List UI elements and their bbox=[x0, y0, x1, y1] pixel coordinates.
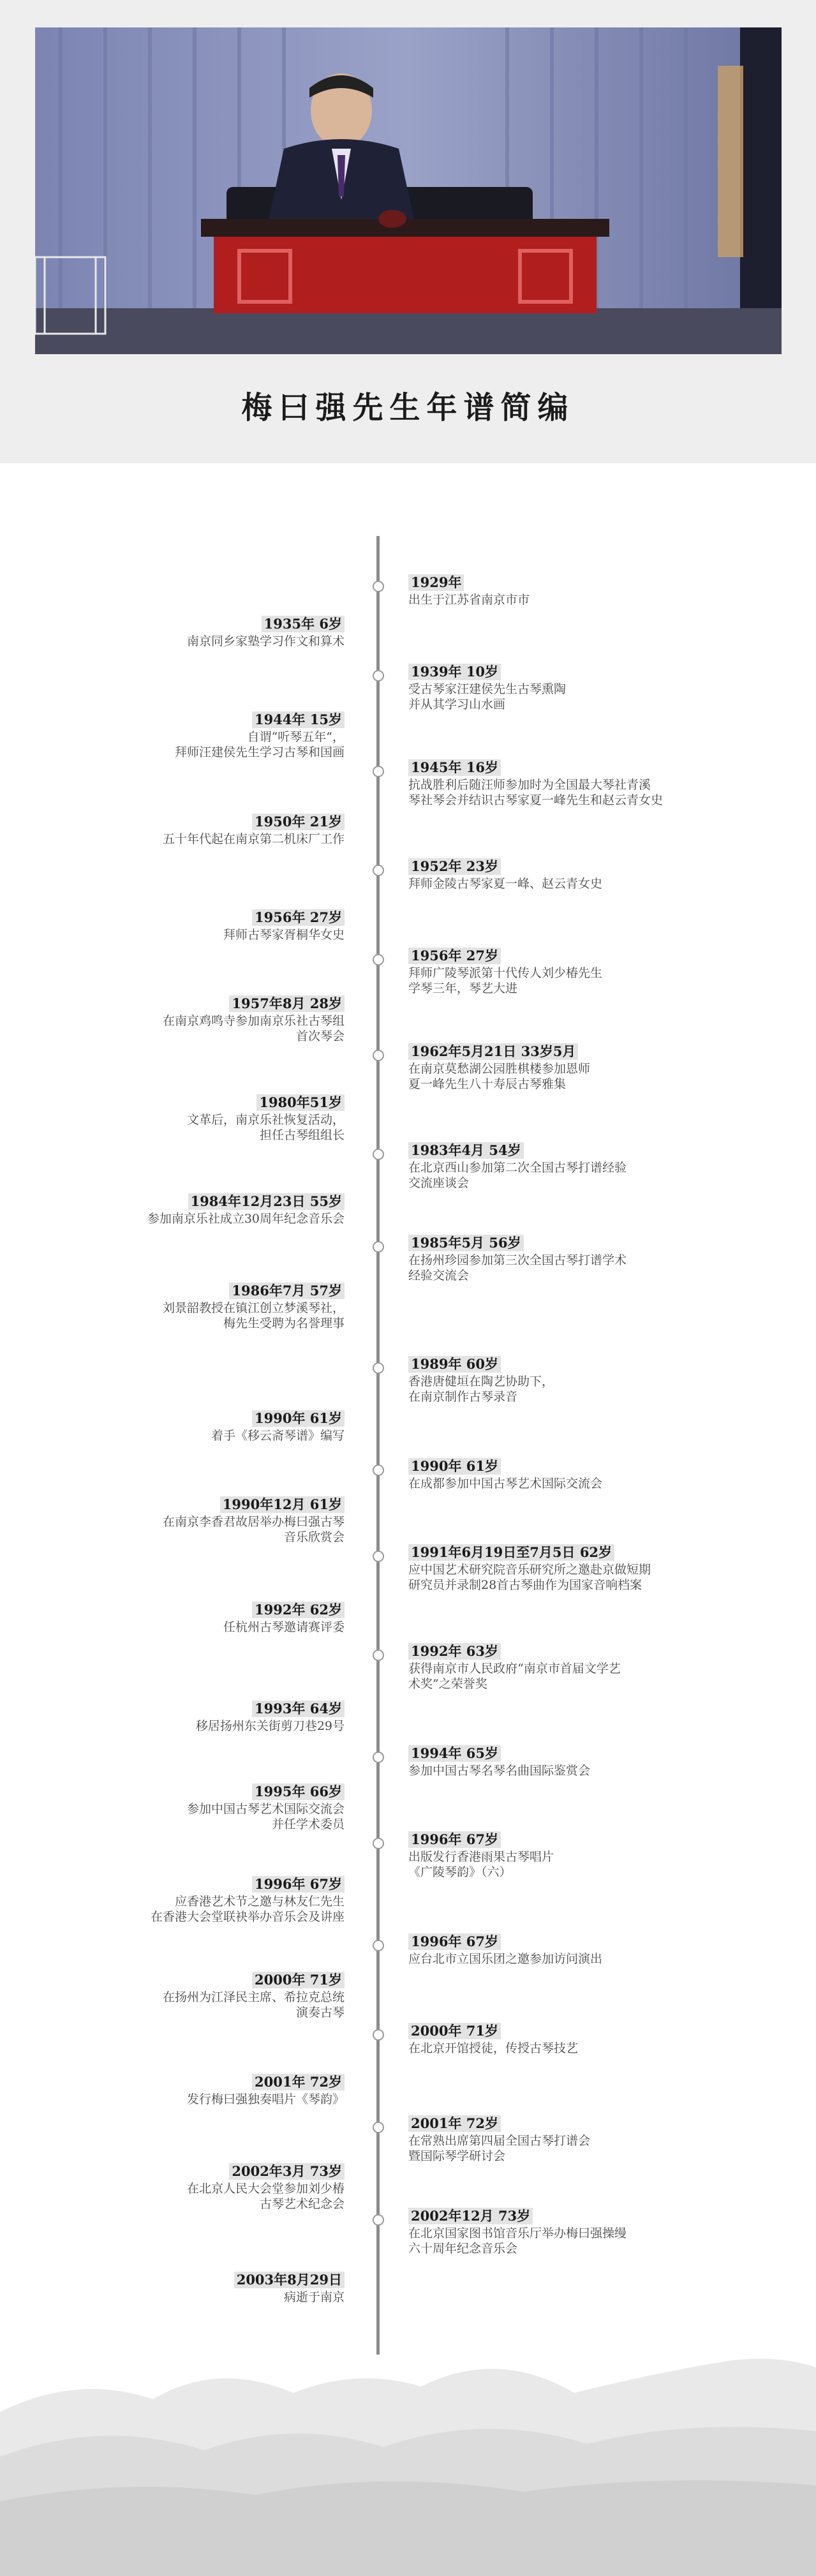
timeline-description: 在成都参加中国古琴艺术国际交流会 bbox=[408, 1477, 603, 1491]
timeline-year: 1995年 66岁 bbox=[252, 1783, 345, 1800]
timeline-description: 出生于江苏省南京市市 bbox=[408, 593, 530, 607]
timeline-description: 自谓“听琴五年”， 拜师汪建侯先生学习古琴和国画 bbox=[174, 730, 345, 759]
timeline-year: 1993年 64岁 bbox=[252, 1701, 345, 1717]
timeline-description: 抗战胜利后随汪师参加时为全国最大琴社青溪 琴社琴会并结识古琴家夏一峰先生和赵云青女史 bbox=[408, 778, 664, 807]
timeline-entry bbox=[45, 2074, 345, 2107]
timeline-description: 在南京鸡鸣寺参加南京乐社古琴组 首次琴会 bbox=[162, 1014, 345, 1043]
timeline-description: 在北京开馆授徒，传授古琴技艺 bbox=[408, 2041, 579, 2055]
timeline-description: 拜师广陵琴派第十代传人刘少椿先生 学琴三年，琴艺大进 bbox=[408, 966, 603, 995]
timeline-year: 1986年7月 57岁 bbox=[229, 1283, 345, 1299]
timeline-description: 在南京李香君故居举办梅曰强古琴 音乐欣赏会 bbox=[162, 1515, 345, 1544]
timeline-dot bbox=[373, 1649, 384, 1661]
timeline-description: 拜师金陵古琴家夏一峰、赵云青女史 bbox=[408, 877, 603, 891]
timeline-year: 1929年 bbox=[408, 574, 464, 591]
timeline-entry bbox=[408, 948, 740, 996]
timeline-description: 移居扬州东关街剪刀巷29号 bbox=[195, 1719, 345, 1733]
timeline-description: 发行梅曰强独奏唱片《琴韵》 bbox=[186, 2092, 345, 2106]
timeline-year: 1992年 63岁 bbox=[408, 1643, 501, 1660]
timeline-entry bbox=[408, 1458, 740, 1491]
timeline-entry bbox=[408, 1831, 740, 1880]
timeline-dot bbox=[373, 1050, 384, 1061]
portrait-photo bbox=[35, 27, 782, 354]
timeline-year: 2000年 71岁 bbox=[252, 1972, 345, 1988]
timeline-entry bbox=[408, 1544, 740, 1593]
timeline-year: 1990年 61岁 bbox=[408, 1458, 501, 1475]
timeline-year: 1991年6月19日至7月5日 62岁 bbox=[408, 1544, 614, 1561]
mountain-decoration bbox=[0, 2323, 816, 2576]
timeline-description: 刘景韶教授在镇江创立梦溪琴社， 梅先生受聘为名誉理事 bbox=[162, 1301, 345, 1330]
timeline-year: 1956年 27岁 bbox=[408, 948, 501, 964]
header bbox=[0, 0, 816, 463]
timeline-description: 在扬州为江泽民主席、希拉克总统 演奏古琴 bbox=[162, 1990, 345, 2020]
timeline-entry bbox=[45, 909, 345, 942]
timeline-year: 2001年 72岁 bbox=[408, 2115, 501, 2132]
timeline-description: 出版发行香港雨果古琴唱片 《广陵琴韵》（六） bbox=[408, 1850, 554, 1879]
timeline-entry bbox=[45, 1193, 345, 1226]
timeline-description: 南京同乡家塾学习作文和算术 bbox=[186, 634, 345, 648]
timeline-year: 2003年8月29日 bbox=[234, 2272, 345, 2288]
timeline-description: 获得南京市人民政府“南京市首届文学艺 术奖”之荣誉奖 bbox=[408, 1662, 621, 1691]
timeline-year: 1983年4月 54岁 bbox=[408, 1142, 524, 1159]
timeline-year: 1956年 27岁 bbox=[252, 909, 345, 926]
timeline-year: 1990年12月 61岁 bbox=[220, 1496, 345, 1513]
timeline-year: 2002年3月 73岁 bbox=[229, 2163, 345, 2180]
timeline-description: 受古琴家汪建侯先生古琴熏陶 并从其学习山水画 bbox=[408, 682, 567, 711]
timeline-dot bbox=[373, 1838, 384, 1849]
timeline-description: 病逝于南京 bbox=[283, 2290, 345, 2304]
timeline-year: 1989年 60岁 bbox=[408, 1356, 501, 1373]
timeline-dot bbox=[373, 1551, 384, 1562]
timeline-entry bbox=[45, 2272, 345, 2305]
timeline-description: 任杭州古琴邀请赛评委 bbox=[223, 1620, 345, 1634]
timeline-year: 1992年 62岁 bbox=[252, 1602, 345, 1618]
timeline-year: 1984年12月23日 55岁 bbox=[188, 1193, 345, 1210]
timeline-description: 五十年代起在南京第二机床厂工作 bbox=[162, 832, 345, 846]
timeline-dot bbox=[373, 1940, 384, 1951]
timeline-dot bbox=[373, 1149, 384, 1160]
timeline-year: 1996年 67岁 bbox=[252, 1876, 345, 1893]
timeline-year: 1985年5月 56岁 bbox=[408, 1235, 524, 1251]
timeline-entry bbox=[45, 1283, 345, 1331]
timeline-entry bbox=[45, 616, 345, 649]
timeline-description: 参加南京乐社成立30周年纪念音乐会 bbox=[147, 1212, 345, 1226]
timeline-dot bbox=[373, 1362, 384, 1374]
timeline-year: 1944年 15岁 bbox=[252, 711, 345, 728]
timeline-dot bbox=[373, 766, 384, 777]
timeline-year: 1939年 10岁 bbox=[408, 664, 501, 680]
timeline-year: 2001年 72岁 bbox=[252, 2074, 345, 2090]
timeline-year: 2000年 71岁 bbox=[408, 2023, 501, 2039]
timeline-dot bbox=[373, 2214, 384, 2226]
timeline-description: 在北京西山参加第二次全国古琴打谱经验 交流座谈会 bbox=[408, 1161, 627, 1190]
timeline-entry bbox=[408, 1643, 740, 1692]
timeline-entry bbox=[408, 759, 740, 808]
timeline-dot bbox=[373, 1464, 384, 1476]
timeline-description: 拜师古琴家胥桐华女史 bbox=[223, 928, 345, 942]
timeline-dot bbox=[373, 1752, 384, 1763]
timeline-entry bbox=[408, 664, 740, 712]
timeline-entry bbox=[408, 1043, 740, 1092]
timeline-entry bbox=[408, 2115, 740, 2164]
timeline-entry bbox=[408, 1142, 740, 1191]
timeline-dot bbox=[373, 954, 384, 965]
timeline-description: 参加中国古琴名琴名曲国际鉴赏会 bbox=[408, 1764, 591, 1778]
timeline-entry bbox=[408, 858, 740, 891]
timeline-description: 在常熟出席第四届全国古琴打谱会 暨国际琴学研讨会 bbox=[408, 2134, 591, 2163]
timeline-entry bbox=[45, 1602, 345, 1635]
timeline-description: 应台北市立国乐团之邀参加访问演出 bbox=[408, 1952, 603, 1966]
timeline-description: 参加中国古琴艺术国际交流会 并任学术委员 bbox=[186, 1802, 345, 1831]
timeline-description: 在北京人民大会堂参加刘少椿 古琴艺术纪念会 bbox=[186, 2182, 345, 2211]
timeline-entry bbox=[45, 1972, 345, 2020]
timeline-year: 1952年 23岁 bbox=[408, 858, 501, 875]
timeline-entry bbox=[45, 1876, 345, 1925]
timeline-dot bbox=[373, 581, 384, 592]
timeline-description: 文革后，南京乐社恢复活动， 担任古琴组组长 bbox=[186, 1113, 345, 1142]
timeline-entry bbox=[408, 574, 740, 607]
timeline-entry bbox=[45, 1410, 345, 1443]
timeline-entry bbox=[45, 995, 345, 1044]
timeline-entry bbox=[45, 2163, 345, 2212]
timeline-description: 着手《移云斋琴谱》编写 bbox=[211, 1429, 345, 1443]
timeline-year: 1945年 16岁 bbox=[408, 759, 501, 776]
timeline-entry bbox=[45, 1701, 345, 1734]
timeline-entry bbox=[408, 1745, 740, 1778]
timeline-dot bbox=[373, 1241, 384, 1253]
timeline-year: 1996年 67岁 bbox=[408, 1831, 501, 1848]
page-title: 梅曰强先生年谱简编 bbox=[241, 390, 575, 426]
timeline-entry bbox=[45, 1783, 345, 1832]
timeline-year: 1980年51岁 bbox=[256, 1094, 345, 1111]
timeline-dot bbox=[373, 865, 384, 876]
timeline-year: 1994年 65岁 bbox=[408, 1745, 501, 1762]
timeline-dot bbox=[373, 670, 384, 681]
timeline-entry bbox=[45, 814, 345, 847]
timeline-year: 1935年 6岁 bbox=[262, 616, 345, 632]
timeline-description: 应中国艺术研究院音乐研究所之邀赴京做短期 研究员并录制28首古琴曲作为国家音响档案 bbox=[408, 1563, 651, 1592]
timeline-dot bbox=[373, 2029, 384, 2041]
timeline-year: 1962年5月21日 33岁5月 bbox=[408, 1043, 578, 1060]
timeline-description: 在扬州珍园参加第三次全国古琴打谱学术 经验交流会 bbox=[408, 1253, 627, 1283]
timeline-description: 在北京国家图书馆音乐厅举办梅曰强操缦 六十周年纪念音乐会 bbox=[408, 2226, 627, 2256]
timeline-entry bbox=[408, 1356, 740, 1404]
timeline-description: 在南京莫愁湖公园胜棋楼参加恩师 夏一峰先生八十寿辰古琴雅集 bbox=[408, 1062, 591, 1091]
timeline-entry bbox=[408, 2208, 740, 2256]
timeline-entry bbox=[45, 711, 345, 760]
timeline-entry bbox=[408, 2023, 740, 2056]
timeline-year: 1950年 21岁 bbox=[252, 814, 345, 830]
timeline-entry bbox=[408, 1933, 740, 1967]
timeline-dot bbox=[373, 2122, 384, 2133]
timeline-description: 应香港艺术节之邀与林友仁先生 在香港大会堂联袂举办音乐会及讲座 bbox=[150, 1895, 345, 1924]
timeline-entry bbox=[408, 1235, 740, 1283]
timeline-entry bbox=[45, 1496, 345, 1545]
timeline-entry bbox=[45, 1094, 345, 1143]
timeline-description: 香港唐健垣在陶艺协助下， 在南京制作古琴录音 bbox=[408, 1374, 554, 1404]
timeline-year: 1990年 61岁 bbox=[252, 1410, 345, 1427]
timeline-year: 2002年12月 73岁 bbox=[408, 2208, 533, 2224]
timeline-year: 1996年 67岁 bbox=[408, 1933, 501, 1950]
timeline-year: 1957年8月 28岁 bbox=[229, 995, 345, 1012]
timeline-axis bbox=[376, 536, 380, 2355]
